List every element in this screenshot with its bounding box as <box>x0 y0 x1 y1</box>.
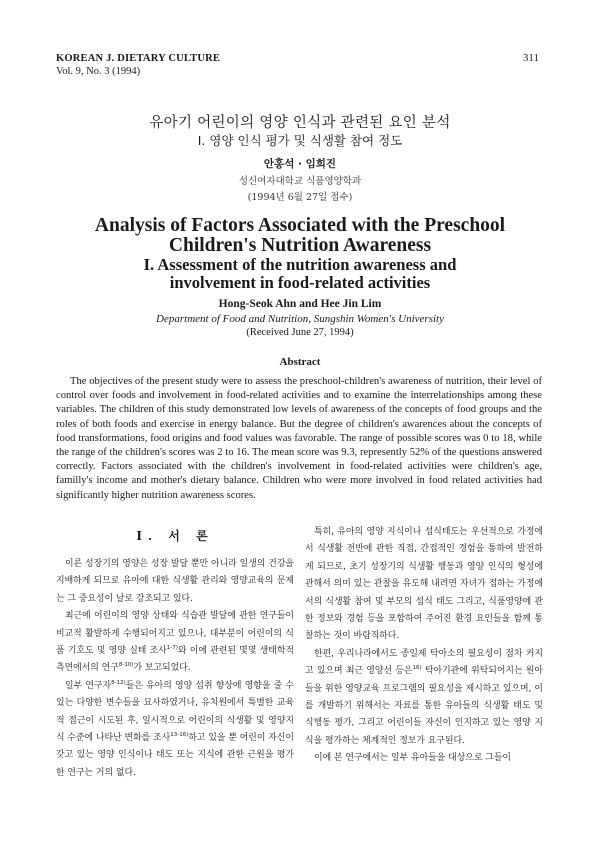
intro-paragraph <box>305 646 543 750</box>
intro-text: 특히, 유아의 영양 지식이나 섭식태도는 우선적으로 가정에서 식생활 전반에 관한 직접, 간접적인 경험을 통하여 발전하게 되므로, 초기 성장기의 식생활 행동과 영양 인식의 형성에 관해서 의미 있는 관찰을 유도해 내려면 자녀가 접하는 가정에서의 식생활 참여 및 부모의 섭식 태도 그리고, 식품영양에 관한 정보와 경험 등을 포함하여 주어진 환경 요인들을 함께 통찰하는 것이 바람직하다. <box>305 527 543 642</box>
abstract-heading: Abstract <box>279 356 321 368</box>
english-received-date: (Received June 27, 1994) <box>246 327 354 338</box>
intro-paragraph <box>56 678 294 782</box>
korean-authors: 안홍석 · 임희진 <box>263 158 337 170</box>
left-column <box>56 524 294 782</box>
intro-text: 한편, 우리나라에서도 종일제 탁아소의 필요성이 점차 커지고 있으며 최근 영양선 등은 <box>305 648 543 677</box>
intro-paragraph <box>56 608 294 678</box>
intro-paragraph <box>56 556 294 608</box>
abstract-text: The objectives of the present study were to assess the preschool-children's awareness of nutrition, their level of control over foods and involvement in food-related activities and to examine the interrelationships among these variables. The children of this study demonstrated low levels of awareness of the concepts of food groups and the roles of both foods and exercise in energy balance. But the degree of children's awarences about the concepts of food transformations, food origins and food values was favorable. The range of possible scores was 0 to 18, while the range of the children's scores was 2 to 16. The mean score was 9.3, represently 52% of the questions answered correctly. Factors associated with the children's involvement in food-related activities were children's age, familly's income and mother's dietary balance. Children who were more involved in food related activities had significantly higher nutrition awareness scores. <box>56 376 542 501</box>
intro-text: 일부 연구자 <box>65 680 112 691</box>
citation-superscript: 13-16) <box>170 732 189 739</box>
right-column <box>305 524 543 768</box>
korean-title: 유아기 어린이의 영양 인식과 관련된 요인 분석 <box>149 115 451 131</box>
intro-text: 들은 유아의 영양 섭취 향상에 영향을 줄 수 있는 다양한 변수들을 묘사하였거나, 유치원에서 특별한 교육적 접근이 시도된 후, 일시적으로 어린이의 식생활 및 영양지식 수준에 나타난 변화를 조사 <box>56 680 295 744</box>
intro-text: 최근에 어린이의 영양 상태와 식습관 발달에 관한 연구들이 비교적 활발하게 수행되어지고 있으나, 대부분이 어린이의 식품 기호도 및 영양 실태 조사 <box>56 611 294 657</box>
intro-text: 와 이에 관련된 몇몇 생태학적 측면에서의 연구 <box>56 646 294 674</box>
journal-volume: Vol. 9, No. 3 (1994) <box>56 66 141 77</box>
intro-paragraph <box>305 524 543 646</box>
english-authors: Hong-Seok Ahn and Hee Jin Lim <box>218 298 382 310</box>
journal-header <box>56 52 220 78</box>
english-affiliation: Department of Food and Nutrition, Sungshin Women's University <box>156 313 444 325</box>
citation-superscript: 16) <box>412 665 422 672</box>
intro-text: 가 보고되었다. <box>133 663 191 674</box>
intro-text: 이른 성장기의 영양은 성장 발달 뿐만 아니라 일생의 건강을 지배하게 되므로 유아에 대한 식생활 관리와 영양교육의 문제는 그 중요성이 날로 강조되고 있다. <box>56 559 294 604</box>
english-title-line1: Analysis of Factors Associated with the Preschool <box>94 215 506 236</box>
citation-superscript: 1-7) <box>166 645 178 652</box>
citation-superscript: 8-12) <box>111 679 126 686</box>
intro-paragraph <box>305 750 543 767</box>
korean-affiliation: 성신여자대학교 식품영양학과 <box>238 176 362 187</box>
english-subtitle-line1: I. Assessment of the nutrition awareness and <box>143 255 457 274</box>
page-number: 311 <box>522 52 539 64</box>
intro-text: 하고 있을 뿐 어린이 자신이 갖고 있는 영양 인식이나 태도 또는 지식에 관한 근원을 평가한 연구는 거의 없다. <box>56 733 294 778</box>
section-heading-introduction: I. 서 론 <box>136 529 214 543</box>
journal-name: KOREAN J. DIETARY CULTURE <box>56 53 221 64</box>
korean-subtitle: I. 영양 인식 평가 및 식생활 참여 정도 <box>197 133 403 148</box>
english-title-line2: Children's Nutrition Awareness <box>168 235 432 256</box>
citation-superscript: 8-10) <box>118 662 134 669</box>
intro-text: 이에 본 연구에서는 일부 유아들을 대상으로 그들이 <box>314 753 511 764</box>
english-subtitle-line2: involvement in food-related activities <box>169 273 431 292</box>
intro-text: 탁아기관에 위탁되어지는 원아들을 위한 영양교육 프로그램의 필요성을 제시하고 있으며, 이를 개발하기 위해서는 자료를 통한 유아들의 식생활 태도 및 식행동 평가, 그리고 어린이들 자신이 인지하고 있는 영양 지식을 평가하는 체계적인 정보가 요구된다. <box>305 666 543 746</box>
korean-received-date: (1994년 6월 27일 접수) <box>247 192 353 203</box>
